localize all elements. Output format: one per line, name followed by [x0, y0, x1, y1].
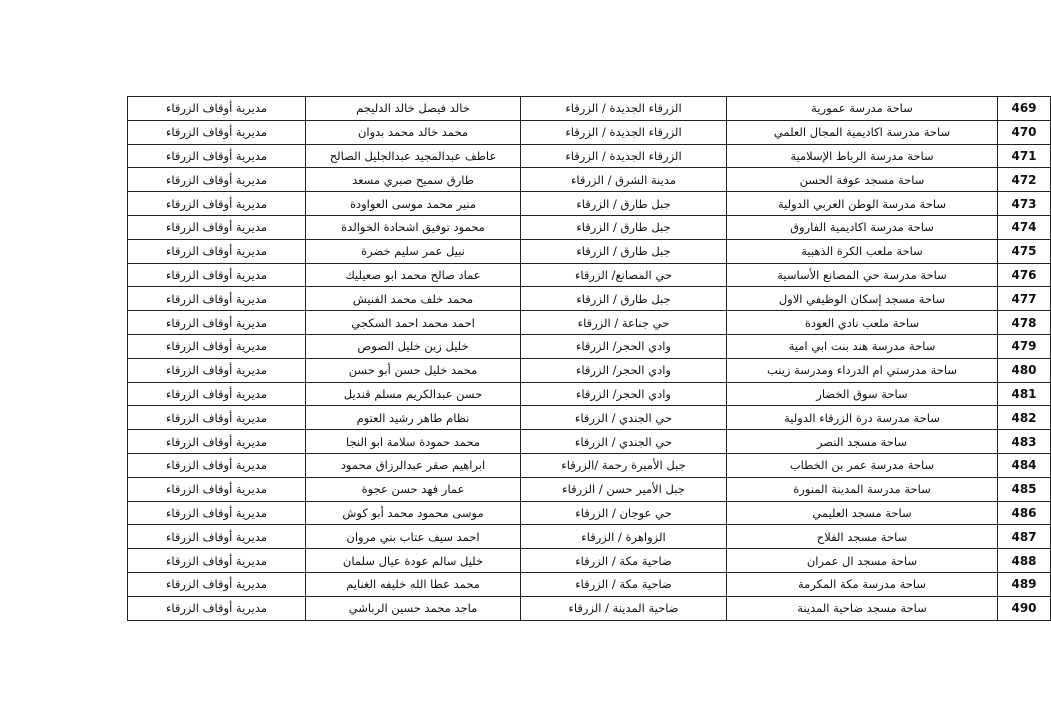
- person-name-cell: ماجد محمد حسين الرباشي: [306, 596, 521, 620]
- location-cell: ساحة مدرسة الرباط الإسلامية: [727, 144, 998, 168]
- table-row: [128, 239, 1051, 263]
- location-cell: ساحة مدرسة درة الزرقاء الدولية: [727, 406, 998, 430]
- directorate-cell: مديرية أوقاف الزرقاء: [128, 215, 306, 239]
- directorate-cell: مديرية أوقاف الزرقاء: [128, 596, 306, 620]
- area-cell: جبل الأمير حسن / الزرقاء: [521, 477, 727, 501]
- directorate-cell: مديرية أوقاف الزرقاء: [128, 168, 306, 192]
- table-row: [128, 572, 1051, 596]
- table-row: [128, 430, 1051, 454]
- location-cell: ساحة مسجد الفلاح: [727, 525, 998, 549]
- location-cell: ساحة مدرسة عمورية: [727, 97, 998, 121]
- area-cell: وادي الحجر/ الزرقاء: [521, 382, 727, 406]
- person-name-cell: حسن عبدالكريم مسلم قنديل: [306, 382, 521, 406]
- person-name-cell: عمار فهد حسن عجوة: [306, 477, 521, 501]
- locations-table: [127, 96, 1051, 621]
- location-cell: ساحة ملعب نادي العودة: [727, 311, 998, 335]
- row-number-cell: 484: [998, 453, 1051, 477]
- row-number-cell: 482: [998, 406, 1051, 430]
- table-row: [128, 477, 1051, 501]
- area-cell: وادي الحجر/ الزرقاء: [521, 334, 727, 358]
- person-name-cell: محمد خلف محمد الفنيش: [306, 287, 521, 311]
- table-row: [128, 501, 1051, 525]
- row-number-cell: 472: [998, 168, 1051, 192]
- directorate-cell: مديرية أوقاف الزرقاء: [128, 501, 306, 525]
- area-cell: جبل طارق / الزرقاء: [521, 239, 727, 263]
- directorate-cell: مديرية أوقاف الزرقاء: [128, 120, 306, 144]
- location-cell: ساحة مسجد النصر: [727, 430, 998, 454]
- row-number-cell: 489: [998, 572, 1051, 596]
- row-number-cell: 470: [998, 120, 1051, 144]
- person-name-cell: نظام طاهر رشيد العتوم: [306, 406, 521, 430]
- person-name-cell: منير محمد موسى العواودة: [306, 192, 521, 216]
- table-body: [128, 97, 1051, 621]
- location-cell: ساحة مسجد إسكان الوظيفي الاول: [727, 287, 998, 311]
- directorate-cell: مديرية أوقاف الزرقاء: [128, 239, 306, 263]
- location-cell: ساحة مدرسة هند بنت ابي امية: [727, 334, 998, 358]
- row-number-cell: 477: [998, 287, 1051, 311]
- area-cell: حي الجندي / الزرقاء: [521, 406, 727, 430]
- row-number-cell: 481: [998, 382, 1051, 406]
- directorate-cell: مديرية أوقاف الزرقاء: [128, 311, 306, 335]
- person-name-cell: خالد فيصل خالد الدليجم: [306, 97, 521, 121]
- table-row: [128, 192, 1051, 216]
- table-row: [128, 549, 1051, 573]
- row-number-cell: 476: [998, 263, 1051, 287]
- location-cell: ساحة سوق الخضار: [727, 382, 998, 406]
- table-row: [128, 263, 1051, 287]
- area-cell: مدينة الشرق / الزرقاء: [521, 168, 727, 192]
- area-cell: حي عوجان / الزرقاء: [521, 501, 727, 525]
- row-number-cell: 471: [998, 144, 1051, 168]
- area-cell: ضاحية المدينة / الزرقاء: [521, 596, 727, 620]
- location-cell: ساحة مدرستي ام الدرداء ومدرسة زينب: [727, 358, 998, 382]
- directorate-cell: مديرية أوقاف الزرقاء: [128, 97, 306, 121]
- location-cell: ساحة مسجد ال عمران: [727, 549, 998, 573]
- table-row: [128, 453, 1051, 477]
- row-number-cell: 475: [998, 239, 1051, 263]
- directorate-cell: مديرية أوقاف الزرقاء: [128, 430, 306, 454]
- area-cell: وادي الحجر/ الزرقاء: [521, 358, 727, 382]
- table-row: [128, 144, 1051, 168]
- directorate-cell: مديرية أوقاف الزرقاء: [128, 572, 306, 596]
- table-row: [128, 168, 1051, 192]
- person-name-cell: احمد محمد احمد السكجي: [306, 311, 521, 335]
- location-cell: ساحة ملعب الكرة الذهبية: [727, 239, 998, 263]
- directorate-cell: مديرية أوقاف الزرقاء: [128, 334, 306, 358]
- row-number-cell: 474: [998, 215, 1051, 239]
- table-row: [128, 97, 1051, 121]
- table-row: [128, 382, 1051, 406]
- directorate-cell: مديرية أوقاف الزرقاء: [128, 477, 306, 501]
- directorate-cell: مديرية أوقاف الزرقاء: [128, 382, 306, 406]
- area-cell: جبل طارق / الزرقاء: [521, 287, 727, 311]
- person-name-cell: محمد خالد محمد بدوان: [306, 120, 521, 144]
- location-cell: ساحة مدرسة اكاديمية المجال العلمي: [727, 120, 998, 144]
- directorate-cell: مديرية أوقاف الزرقاء: [128, 549, 306, 573]
- table-row: [128, 334, 1051, 358]
- location-cell: ساحة مدرسة عمر بن الخطاب: [727, 453, 998, 477]
- row-number-cell: 485: [998, 477, 1051, 501]
- area-cell: الزواهرة / الزرقاء: [521, 525, 727, 549]
- area-cell: الزرقاء الجديدة / الزرقاء: [521, 97, 727, 121]
- table-row: [128, 358, 1051, 382]
- row-number-cell: 486: [998, 501, 1051, 525]
- area-cell: الزرقاء الجديدة / الزرقاء: [521, 120, 727, 144]
- table-row: [128, 287, 1051, 311]
- location-cell: ساحة مسجد العليمي: [727, 501, 998, 525]
- area-cell: ضاحية مكة / الزرقاء: [521, 572, 727, 596]
- area-cell: حي جناعة / الزرقاء: [521, 311, 727, 335]
- table-row: [128, 120, 1051, 144]
- area-cell: حي المصانع/ الزرقاء: [521, 263, 727, 287]
- location-cell: ساحة مدرسة المدينة المنورة: [727, 477, 998, 501]
- directorate-cell: مديرية أوقاف الزرقاء: [128, 263, 306, 287]
- directorate-cell: مديرية أوقاف الزرقاء: [128, 192, 306, 216]
- person-name-cell: احمد سيف عتاب بني مروان: [306, 525, 521, 549]
- table-row: [128, 215, 1051, 239]
- area-cell: حي الجندي / الزرقاء: [521, 430, 727, 454]
- location-cell: ساحة مدرسة حي المصانع الأساسية: [727, 263, 998, 287]
- person-name-cell: نبيل عمر سليم خضرة: [306, 239, 521, 263]
- directorate-cell: مديرية أوقاف الزرقاء: [128, 406, 306, 430]
- person-name-cell: موسى محمود محمد أبو كوش: [306, 501, 521, 525]
- person-name-cell: محمد حمودة سلامة ابو النجا: [306, 430, 521, 454]
- person-name-cell: محمد عطا الله خليفه الغنايم: [306, 572, 521, 596]
- directorate-cell: مديرية أوقاف الزرقاء: [128, 525, 306, 549]
- row-number-cell: 487: [998, 525, 1051, 549]
- directorate-cell: مديرية أوقاف الزرقاء: [128, 144, 306, 168]
- table-row: [128, 525, 1051, 549]
- person-name-cell: خليل زبن خليل الصوص: [306, 334, 521, 358]
- area-cell: ضاحية مكة / الزرقاء: [521, 549, 727, 573]
- person-name-cell: عاطف عبدالمجيد عبدالجليل الصالح: [306, 144, 521, 168]
- row-number-cell: 479: [998, 334, 1051, 358]
- person-name-cell: ابراهيم صقر عبدالرزاق محمود: [306, 453, 521, 477]
- person-name-cell: عماد صالح محمد ابو صعيليك: [306, 263, 521, 287]
- document-table-container: [127, 96, 1037, 621]
- area-cell: جبل الأميرة رحمة /الزرقاء: [521, 453, 727, 477]
- directorate-cell: مديرية أوقاف الزرقاء: [128, 358, 306, 382]
- directorate-cell: مديرية أوقاف الزرقاء: [128, 453, 306, 477]
- location-cell: ساحة مسجد ضاحية المدينة: [727, 596, 998, 620]
- row-number-cell: 480: [998, 358, 1051, 382]
- location-cell: ساحة مسجد عوفة الحسن: [727, 168, 998, 192]
- person-name-cell: محمد خليل حسن أبو حسن: [306, 358, 521, 382]
- location-cell: ساحة مدرسة الوطن العربي الدولية: [727, 192, 998, 216]
- area-cell: جبل طارق / الزرقاء: [521, 215, 727, 239]
- row-number-cell: 488: [998, 549, 1051, 573]
- table-row: [128, 311, 1051, 335]
- person-name-cell: طارق سميح صبري مسعد: [306, 168, 521, 192]
- area-cell: الزرقاء الجديدة / الزرقاء: [521, 144, 727, 168]
- row-number-cell: 469: [998, 97, 1051, 121]
- location-cell: ساحة مدرسة اكاديمية الفاروق: [727, 215, 998, 239]
- person-name-cell: خليل سالم عودة عيال سلمان: [306, 549, 521, 573]
- row-number-cell: 490: [998, 596, 1051, 620]
- table-row: [128, 406, 1051, 430]
- row-number-cell: 483: [998, 430, 1051, 454]
- person-name-cell: محمود توفيق اشحادة الخوالدة: [306, 215, 521, 239]
- table-row: [128, 596, 1051, 620]
- area-cell: جبل طارق / الزرقاء: [521, 192, 727, 216]
- directorate-cell: مديرية أوقاف الزرقاء: [128, 287, 306, 311]
- row-number-cell: 478: [998, 311, 1051, 335]
- location-cell: ساحة مدرسة مكة المكرمة: [727, 572, 998, 596]
- row-number-cell: 473: [998, 192, 1051, 216]
